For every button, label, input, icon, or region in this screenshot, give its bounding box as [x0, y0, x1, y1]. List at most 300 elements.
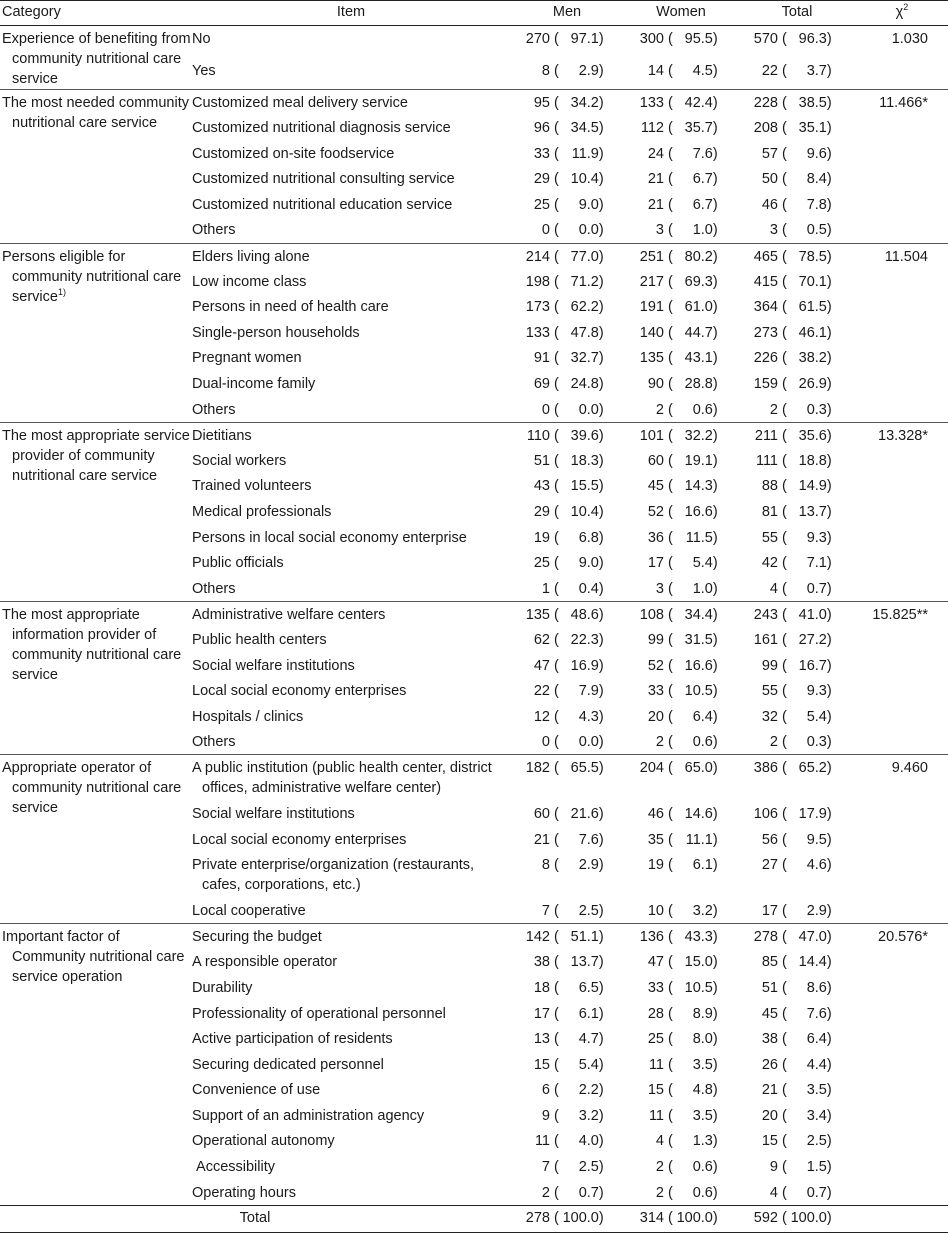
total-cell: 85 ( 14.4) [738, 949, 856, 975]
header-women: Women [656, 4, 706, 20]
men-count: 22 [533, 683, 550, 700]
men-cell: 22 ( 7.9) [510, 678, 624, 704]
men-cell: 13 ( 4.7) [510, 1026, 624, 1052]
women-count: 136 [639, 929, 664, 946]
total-count: 3 [769, 222, 778, 239]
total-percent: 61.5 [798, 299, 827, 316]
total-cell: 38 ( 6.4) [738, 1026, 856, 1052]
women-count: 191 [639, 299, 664, 316]
item-cell [192, 1052, 510, 1078]
total-count: 55 [761, 529, 778, 546]
item-cell [192, 1001, 510, 1027]
men-percent: 16.9 [570, 657, 599, 674]
men-percent: 0.4 [578, 580, 599, 597]
total-cell: 570 ( 96.3) [738, 26, 856, 58]
women-cell: 300 ( 95.5) [624, 26, 738, 58]
women-percent: 65.0 [684, 760, 713, 777]
men-cell: 8 ( 2.9) [510, 852, 624, 898]
item-cell [192, 1026, 510, 1052]
men-percent: 2.5 [578, 903, 599, 920]
category-label: Experience of benefiting from community nutritional care service [2, 31, 191, 87]
women-percent: 61.0 [684, 299, 713, 316]
total-count: 26 [761, 1056, 778, 1073]
women-cell: 3 ( 1.0) [624, 576, 738, 602]
table-row [0, 243, 948, 269]
women-count: 133 [639, 95, 664, 111]
total-percent: 96.3 [798, 31, 827, 47]
chi-square-value: 15.825** [856, 601, 948, 755]
item-label: Operating hours [192, 1184, 296, 1201]
total-cell: 17 ( 2.9) [738, 898, 856, 924]
men-cell: 7 ( 2.5) [510, 898, 624, 924]
men-percent: 65.5 [570, 760, 599, 777]
men-percent: 15.5 [570, 478, 599, 495]
item-cell [192, 627, 510, 653]
item-label: Low income class [192, 273, 307, 290]
chi-symbol: χ [895, 4, 904, 20]
header-row [0, 1, 948, 26]
category-cell [0, 90, 192, 244]
item-cell [192, 192, 510, 218]
women-percent: 80.2 [684, 248, 713, 265]
total-percent: 4.4 [806, 1056, 827, 1073]
men-count: 95 [533, 95, 550, 111]
total-cell: 111 ( 18.8) [738, 448, 856, 474]
item-label: A public institution (public health center, district offices, administrative welfare center) [192, 760, 496, 797]
item-label: Securing dedicated personnel [192, 1056, 384, 1073]
men-count: 43 [533, 478, 550, 495]
men-cell: 182 ( 65.5) [510, 755, 624, 801]
item-cell [192, 397, 510, 423]
men-count: 38 [533, 954, 550, 971]
men-count: 21 [533, 831, 550, 848]
women-percent: 44.7 [684, 324, 713, 341]
men-count: 0 [541, 734, 550, 751]
header-category: Category [2, 4, 61, 20]
total-cell: 46 ( 7.8) [738, 192, 856, 218]
total-cell: 9 ( 1.5) [738, 1154, 856, 1180]
women-cell: 33 ( 10.5) [624, 975, 738, 1001]
total-cell: 20 ( 3.4) [738, 1103, 856, 1129]
item-cell [192, 898, 510, 924]
women-count: 21 [647, 196, 664, 213]
total-percent: 5.4 [806, 708, 827, 725]
total-cell: 56 ( 9.5) [738, 827, 856, 853]
men-percent: 24.8 [570, 376, 599, 393]
men-cell: 43 ( 15.5) [510, 473, 624, 499]
men-percent: 6.8 [578, 529, 599, 546]
item-cell [192, 576, 510, 602]
men-count: 33 [533, 145, 550, 162]
men-cell: 142 ( 51.1) [510, 924, 624, 950]
total-cell: 273 ( 46.1) [738, 320, 856, 346]
men-percent: 2.9 [578, 62, 599, 79]
total-cell: 106 ( 17.9) [738, 801, 856, 827]
total-cell: 386 ( 65.2) [738, 755, 856, 801]
total-count: 17 [761, 903, 778, 920]
men-cell: 6 ( 2.2) [510, 1077, 624, 1103]
men-percent: 22.3 [570, 631, 599, 648]
women-count: 112 [640, 120, 664, 137]
women-count: 140 [639, 324, 664, 341]
total-percent: 3.7 [806, 62, 827, 79]
total-count: 20 [761, 1107, 778, 1124]
men-cell: 19 ( 6.8) [510, 525, 624, 551]
men-percent: 13.7 [570, 954, 599, 971]
total-percent: 16.7 [798, 657, 827, 674]
men-percent: 0.7 [578, 1184, 599, 1201]
women-cell: 60 ( 19.1) [624, 448, 738, 474]
total-count: 211 [754, 427, 778, 444]
item-cell [192, 1180, 510, 1206]
men-cell: 8 ( 2.9) [510, 58, 624, 90]
total-percent: 0.7 [806, 580, 827, 597]
total-total: 592 ( 100.0) [753, 1209, 832, 1226]
total-percent: 41.0 [798, 606, 827, 623]
women-percent: 11.1 [685, 831, 713, 848]
men-cell: 2 ( 0.7) [510, 1180, 624, 1206]
item-cell [192, 115, 510, 141]
total-cell: 465 ( 78.5) [738, 243, 856, 269]
women-percent: 7.6 [692, 145, 713, 162]
women-percent: 0.6 [692, 401, 713, 418]
item-label: Pregnant women [192, 350, 302, 367]
women-percent: 4.8 [692, 1082, 713, 1099]
total-percent: 38.2 [798, 350, 827, 367]
table-row [0, 422, 948, 448]
total-cell: 21 ( 3.5) [738, 1077, 856, 1103]
total-count: 38 [761, 1031, 778, 1048]
women-percent: 35.7 [684, 120, 713, 137]
men-count: 110 [526, 427, 550, 444]
total-cell: 42 ( 7.1) [738, 550, 856, 576]
women-count: 2 [655, 401, 664, 418]
total-cell: 159 ( 26.9) [738, 371, 856, 397]
item-cell [192, 217, 510, 243]
chi-square-value: 1.030 [891, 31, 928, 47]
total-percent: 0.3 [806, 401, 827, 418]
men-cell: 270 ( 97.1) [510, 26, 624, 58]
men-percent: 6.1 [578, 1005, 599, 1022]
women-cell: 20 ( 6.4) [624, 704, 738, 730]
item-label: Social welfare institutions [192, 657, 355, 674]
total-count: 32 [761, 708, 778, 725]
total-percent: 9.5 [806, 831, 827, 848]
item-label: Others [192, 401, 236, 418]
men-percent: 62.2 [570, 299, 599, 316]
item-label: Customized nutritional education service [192, 196, 453, 213]
men-count: 182 [525, 760, 550, 777]
men-count: 0 [541, 401, 550, 418]
men-percent: 18.3 [570, 452, 599, 469]
total-percent: 7.1 [806, 555, 827, 572]
men-count: 7 [541, 1159, 550, 1176]
women-percent: 1.0 [692, 222, 713, 239]
men-count: 135 [525, 606, 550, 623]
item-label: Others [192, 222, 236, 239]
women-percent: 0.6 [692, 734, 713, 751]
men-count: 198 [525, 273, 550, 290]
men-count: 270 [525, 31, 550, 47]
men-percent: 9.0 [578, 555, 599, 572]
total-cell: 4 ( 0.7) [738, 576, 856, 602]
total-count: 364 [753, 299, 778, 316]
women-cell: 36 ( 11.5) [624, 525, 738, 551]
item-label: Active participation of residents [192, 1031, 393, 1048]
table-row [0, 90, 948, 116]
footnote-marker: 1) [57, 286, 66, 297]
men-count: 91 [533, 350, 550, 367]
men-count: 62 [533, 631, 550, 648]
category-cell [0, 243, 192, 422]
total-count: 465 [753, 248, 778, 265]
men-cell: 0 ( 0.0) [510, 729, 624, 755]
chi-superscript: 2 [903, 2, 909, 13]
women-cell: 19 ( 6.1) [624, 852, 738, 898]
men-count: 8 [541, 62, 550, 79]
women-count: 24 [647, 145, 664, 162]
total-percent: 7.8 [806, 196, 827, 213]
women-cell: 24 ( 7.6) [624, 141, 738, 167]
men-percent: 11.9 [571, 145, 599, 162]
women-cell: 28 ( 8.9) [624, 1001, 738, 1027]
total-cell: 226 ( 38.2) [738, 345, 856, 371]
item-cell [192, 320, 510, 346]
header-men: Men [552, 4, 582, 20]
item-label: Private enterprise/organization (restaurants, cafes, corporations, etc.) [192, 857, 479, 894]
total-count: 570 [753, 31, 778, 47]
women-percent: 95.5 [684, 31, 713, 47]
total-cell: 22 ( 3.7) [738, 58, 856, 90]
women-count: 28 [647, 1005, 664, 1022]
men-cell: 9 ( 3.2) [510, 1103, 624, 1129]
category-label: The most needed community nutritional care service [2, 95, 189, 131]
total-cell: 81 ( 13.7) [738, 499, 856, 525]
total-count: 4 [769, 580, 778, 597]
men-percent: 21.6 [570, 805, 599, 822]
total-count: 45 [761, 1005, 778, 1022]
men-count: 25 [533, 196, 550, 213]
men-count: 13 [533, 1031, 550, 1048]
women-percent: 14.6 [684, 805, 713, 822]
women-percent: 69.3 [684, 273, 713, 290]
total-percent: 2.5 [806, 1133, 827, 1150]
item-label: Public health centers [192, 631, 327, 648]
item-label: A responsible operator [192, 954, 338, 971]
item-cell [192, 801, 510, 827]
women-count: 251 [639, 248, 664, 265]
men-cell: 29 ( 10.4) [510, 166, 624, 192]
men-percent: 2.2 [578, 1082, 599, 1099]
category-label: Important factor of Community nutritional care service operation [2, 929, 185, 986]
item-cell [192, 371, 510, 397]
women-cell: 14 ( 4.5) [624, 58, 738, 90]
total-percent: 14.4 [798, 954, 827, 971]
total-count: 27 [761, 857, 778, 874]
total-cell: 208 ( 35.1) [738, 115, 856, 141]
men-percent: 34.2 [570, 95, 599, 111]
men-cell: 12 ( 4.3) [510, 704, 624, 730]
women-cell: 135 ( 43.1) [624, 345, 738, 371]
men-percent: 5.4 [578, 1056, 599, 1073]
category-cell [0, 26, 192, 90]
men-cell: 18 ( 6.5) [510, 975, 624, 1001]
item-cell [192, 729, 510, 755]
men-percent: 7.6 [578, 831, 599, 848]
women-cell: 108 ( 34.4) [624, 601, 738, 627]
women-cell: 133 ( 42.4) [624, 90, 738, 116]
item-cell [192, 141, 510, 167]
item-label: Support of an administration agency [192, 1107, 425, 1124]
total-cell: 88 ( 14.9) [738, 473, 856, 499]
men-cell: 29 ( 10.4) [510, 499, 624, 525]
women-count: 45 [647, 478, 664, 495]
women-cell: 217 ( 69.3) [624, 269, 738, 295]
total-percent: 65.2 [798, 760, 827, 777]
men-percent: 10.4 [570, 504, 599, 520]
total-cell: 57 ( 9.6) [738, 141, 856, 167]
women-cell: 35 ( 11.1) [624, 827, 738, 853]
women-count: 108 [639, 606, 664, 623]
item-label: Persons in local social economy enterprise [192, 529, 467, 546]
total-percent: 9.3 [806, 683, 827, 700]
item-cell [192, 58, 510, 90]
women-count: 11 [648, 1107, 664, 1124]
women-cell: 2 ( 0.6) [624, 729, 738, 755]
men-cell: 15 ( 5.4) [510, 1052, 624, 1078]
men-percent: 51.1 [570, 929, 599, 946]
item-cell [192, 345, 510, 371]
women-count: 36 [647, 529, 664, 546]
women-count: 204 [639, 760, 664, 777]
total-cell: 15 ( 2.5) [738, 1128, 856, 1154]
category-cell [0, 422, 192, 601]
total-percent: 0.5 [806, 222, 827, 239]
women-percent: 10.5 [684, 683, 713, 700]
total-cell: 55 ( 9.3) [738, 525, 856, 551]
total-count: 273 [753, 324, 778, 341]
men-cell: 0 ( 0.0) [510, 217, 624, 243]
table-row [0, 601, 948, 627]
men-cell: 95 ( 34.2) [510, 90, 624, 116]
item-label: No [192, 31, 211, 47]
category-label: The most appropriate service provider of community nutritional care service [2, 427, 190, 484]
item-cell [192, 1103, 510, 1129]
men-count: 7 [541, 903, 550, 920]
women-cell: 52 ( 16.6) [624, 499, 738, 525]
women-count: 47 [647, 954, 664, 971]
men-count: 0 [541, 222, 550, 239]
total-count: 159 [753, 376, 778, 393]
men-cell: 7 ( 2.5) [510, 1154, 624, 1180]
total-count: 278 [753, 929, 778, 946]
women-count: 33 [647, 979, 664, 996]
item-label: Professionality of operational personnel [192, 1005, 446, 1022]
men-count: 19 [533, 529, 550, 546]
women-cell: 112 ( 35.7) [624, 115, 738, 141]
women-cell: 2 ( 0.6) [624, 1180, 738, 1206]
men-cell: 21 ( 7.6) [510, 827, 624, 853]
women-cell: 2 ( 0.6) [624, 397, 738, 423]
total-count: 9 [769, 1159, 778, 1176]
men-count: 51 [533, 452, 550, 469]
item-label: Others [192, 734, 236, 751]
men-count: 60 [533, 805, 550, 822]
women-cell: 3 ( 1.0) [624, 217, 738, 243]
women-cell: 15 ( 4.8) [624, 1077, 738, 1103]
total-percent: 27.2 [798, 631, 827, 648]
women-cell: 11 ( 3.5) [624, 1103, 738, 1129]
women-percent: 32.2 [684, 427, 713, 444]
total-count: 111 [755, 452, 778, 469]
total-count: 85 [761, 954, 778, 971]
men-cell: 198 ( 71.2) [510, 269, 624, 295]
women-count: 90 [647, 376, 664, 393]
women-count: 60 [647, 452, 664, 469]
women-percent: 8.9 [692, 1005, 713, 1022]
women-count: 11 [648, 1056, 664, 1073]
men-count: 47 [533, 657, 550, 674]
men-cell: 135 ( 48.6) [510, 601, 624, 627]
item-cell [192, 1128, 510, 1154]
women-percent: 6.4 [692, 708, 713, 725]
item-cell [192, 704, 510, 730]
total-count: 88 [761, 478, 778, 495]
item-label: Convenience of use [192, 1082, 321, 1099]
total-cell: 364 ( 61.5) [738, 294, 856, 320]
women-count: 17 [647, 555, 664, 572]
women-count: 101 [639, 427, 664, 444]
table-body [0, 26, 948, 1206]
women-cell: 11 ( 3.5) [624, 1052, 738, 1078]
total-cell: 211 ( 35.6) [738, 422, 856, 448]
item-cell [192, 1154, 510, 1180]
women-percent: 6.1 [692, 857, 713, 874]
total-cell: 4 ( 0.7) [738, 1180, 856, 1206]
women-count: 2 [655, 1184, 664, 1201]
total-count: 208 [753, 120, 778, 137]
total-percent: 0.3 [806, 734, 827, 751]
total-count: 2 [769, 401, 778, 418]
women-percent: 6.7 [692, 171, 713, 188]
men-cell: 69 ( 24.8) [510, 371, 624, 397]
women-percent: 11.5 [685, 529, 713, 546]
women-percent: 43.1 [684, 350, 713, 367]
item-label: Customized on-site foodservice [192, 145, 395, 162]
men-percent: 4.7 [578, 1031, 599, 1048]
women-percent: 3.5 [692, 1107, 713, 1124]
men-percent: 71.2 [570, 273, 599, 290]
women-percent: 0.6 [692, 1184, 713, 1201]
women-percent: 3.2 [692, 903, 713, 920]
item-cell [192, 949, 510, 975]
women-cell: 140 ( 44.7) [624, 320, 738, 346]
women-count: 135 [639, 350, 664, 367]
women-percent: 43.3 [684, 929, 713, 946]
men-count: 25 [533, 555, 550, 572]
chi-square-value: 13.328* [856, 422, 948, 601]
women-percent: 1.0 [692, 580, 713, 597]
total-percent: 3.5 [806, 1082, 827, 1099]
total-count: 415 [753, 273, 778, 290]
men-percent: 9.0 [578, 196, 599, 213]
total-count: 2 [769, 734, 778, 751]
total-women: 314 ( 100.0) [639, 1209, 718, 1226]
men-percent: 48.6 [570, 606, 599, 623]
item-label: Trained volunteers [192, 478, 312, 495]
women-cell: 21 ( 6.7) [624, 192, 738, 218]
total-percent: 46.1 [798, 324, 827, 341]
